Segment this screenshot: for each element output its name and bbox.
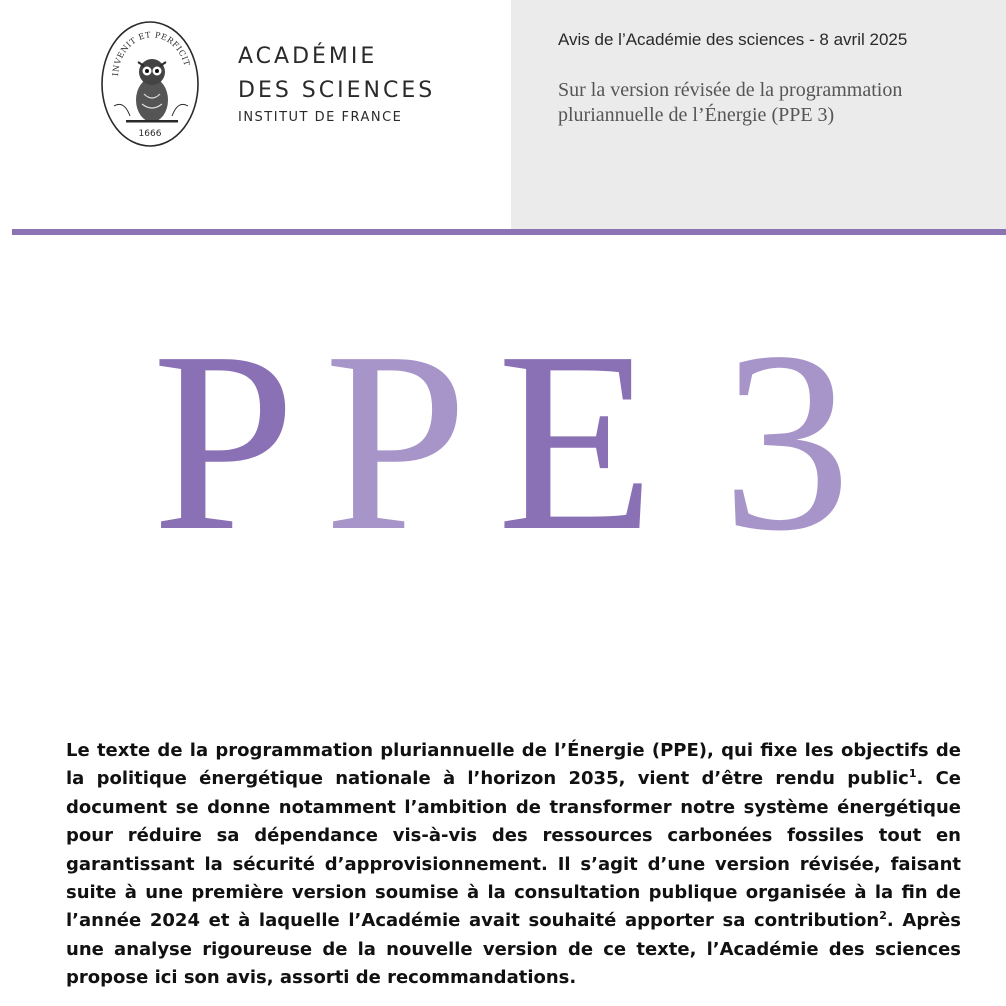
svg-text:INVENIT ET PERFICIT: INVENIT ET PERFICIT <box>110 30 192 77</box>
footnote-ref-1[interactable]: 1 <box>908 767 917 781</box>
footnote-ref-2[interactable]: 2 <box>879 909 887 923</box>
svg-text:1666: 1666 <box>138 129 162 139</box>
title-number-3: 3 <box>722 322 851 542</box>
institute-label: INSTITUT DE FRANCE <box>238 110 403 125</box>
academy-name <box>238 40 435 108</box>
intro-text-1: Le texte de la programmation pluriannuelle de l’Énergie (PPE), qui fixe les objectifs de la politique énergétique nationale à l’horizon 2035, vient d’être rendu public <box>66 740 961 790</box>
academy-seal-logo <box>100 20 200 148</box>
header-divider <box>12 229 1006 235</box>
title-letter-p1: P <box>152 322 296 542</box>
document-subject <box>558 78 988 128</box>
intro-text-3: . Après une analyse rigoureuse de la nouvelle version de ce texte, l’Académie des sciences propose ici son avis, assorti de recommandations. <box>66 910 961 989</box>
document-subject-line1: Sur la version révisée de la programmation <box>558 79 903 101</box>
intro-paragraph <box>66 737 961 993</box>
academy-name-line2: DES SCIENCES <box>238 78 436 103</box>
document-date: Avis de l’Académie des sciences - 8 avril 2025 <box>558 30 908 49</box>
title-letter-e: E <box>497 322 655 542</box>
ppe-title <box>152 322 872 542</box>
title-letter-p2: P <box>324 322 468 542</box>
document-subject-line2: pluriannuelle de l’Énergie (PPE 3) <box>558 104 835 126</box>
academy-name-line1: ACADÉMIE <box>238 44 378 69</box>
intro-text-2: . Ce document se donne notamment l’ambition de transformer notre système énergétique pour réduire sa dépendance vis-à-vis des ressources carbonées fossiles tout en garantissant la sécurité d’approvisionnement. Il s’agit d’une version révisée, faisant suite à une première version soumise à la consultation publique organisée à la fin de l’année 2024 et à laquelle l’Académie avait souhaité apporter sa contribution <box>66 768 961 932</box>
